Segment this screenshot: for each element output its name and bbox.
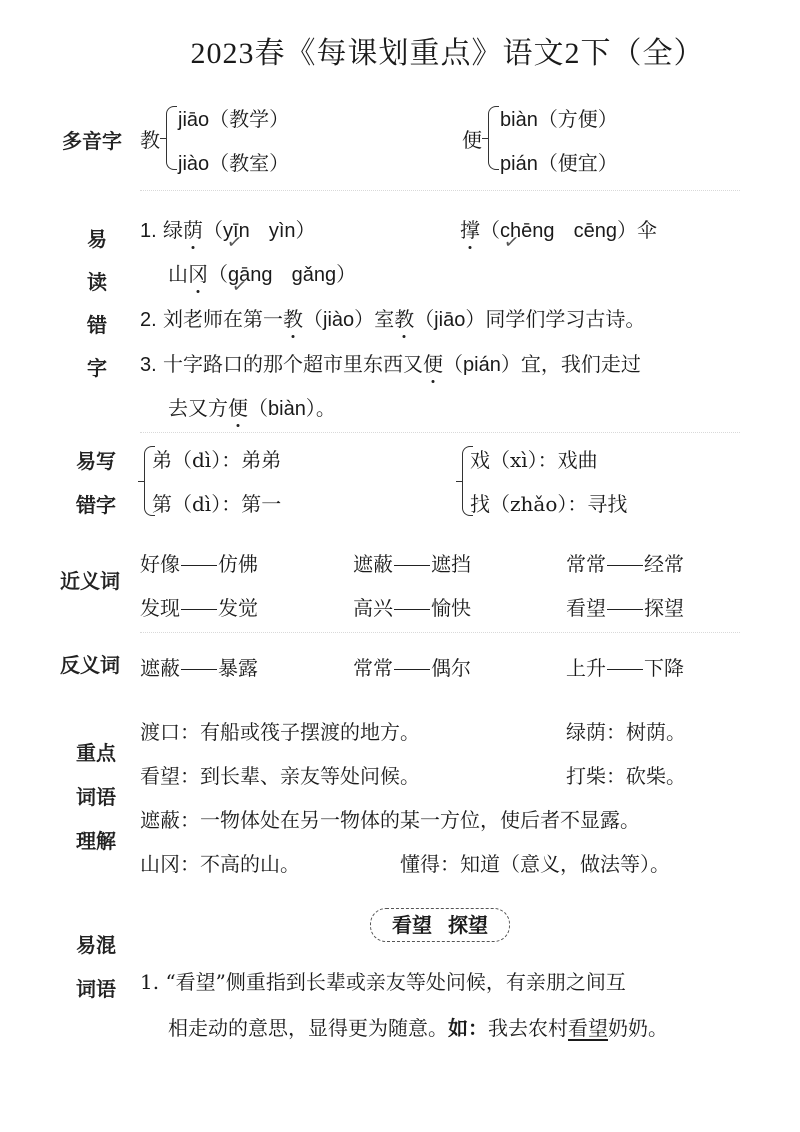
- section-label-miswritten: 易写 错字: [76, 449, 116, 517]
- misread-item-3-cont: 去又方便（biàn）。: [168, 392, 336, 421]
- key-word-def: 绿荫：树荫。: [566, 720, 686, 744]
- key-word-def: 渡口：有船或筏子摆渡的地方。: [140, 720, 420, 744]
- page-title: 2023春《每课划重点》语文2下（全）: [190, 37, 705, 70]
- confusing-words-badge: 看望 探望: [370, 908, 510, 942]
- section-label-synonyms: 近义词: [60, 569, 120, 593]
- poly-char-jiao: 教: [140, 128, 160, 152]
- synonym-pair: 好像 仿佛: [140, 552, 258, 576]
- misread-item-1: 1. 绿荫（yīn ✓ yìn）: [140, 214, 316, 243]
- miswritten-line: 弟（dì）：弟弟: [152, 448, 282, 472]
- miswritten-line: 戏（xì）：戏曲: [470, 448, 598, 472]
- confusing-item-1-cont: 相走动的意思，显得更为随意。如：我去农村看望奶奶。: [168, 1016, 668, 1040]
- key-word-def: 打柴：砍柴。: [566, 764, 686, 788]
- section-label-key-words: 重点 词语 理解: [76, 741, 116, 853]
- section-label-antonyms: 反义词: [60, 653, 120, 677]
- misread-item-3: 3. 十字路口的那个超市里东西又便（pián）宜，我们走过: [140, 348, 641, 377]
- miswritten-line: 找（zhǎo）：寻找: [470, 492, 628, 516]
- key-word-def: 懂得：知道（意义，做法等）。: [400, 852, 670, 876]
- poly-reading: jiào（教室）: [178, 151, 290, 175]
- miswritten-line: 第（dì）：第一: [152, 492, 282, 516]
- poly-reading: biàn（方便）: [500, 107, 618, 131]
- misread-item-1c: 山冈（gāng ✓ gǎng）: [168, 258, 356, 287]
- brace: [166, 106, 177, 170]
- confusing-item-1: 1. “看望”侧重指到长辈或亲友等处问候，有亲朋之间互: [140, 970, 626, 994]
- antonym-pair: 常常 偶尔: [353, 656, 471, 680]
- synonym-pair: 看望 探望: [566, 596, 684, 620]
- key-word-def: 看望：到长辈、亲友等处问候。: [140, 764, 420, 788]
- synonym-pair: 高兴 愉快: [353, 596, 471, 620]
- underlined-word: 看望: [568, 1016, 608, 1040]
- key-word-def: 遮蔽：一物体处在另一物体的某一方位，使后者不显露。: [140, 808, 640, 832]
- brace: [488, 106, 499, 170]
- divider: [140, 632, 740, 633]
- synonym-pair: 发现 发觉: [140, 596, 258, 620]
- poly-char-bian: 便: [462, 128, 482, 152]
- antonym-pair: 遮蔽 暴露: [140, 656, 258, 680]
- divider: [140, 190, 740, 191]
- misread-item-1b: 撑（chēng ✓ cēng）伞: [460, 214, 657, 243]
- section-label-polyphonic: 多音字: [62, 129, 122, 153]
- antonym-pair: 上升 下降: [566, 656, 684, 680]
- poly-reading: pián（便宜）: [500, 151, 618, 175]
- misread-item-2: 2. 刘老师在第一教（jiào）室教（jiāo）同学们学习古诗。: [140, 303, 645, 332]
- synonym-pair: 遮蔽 遮挡: [353, 552, 471, 576]
- example-label: 如：: [448, 1016, 488, 1040]
- section-label-misread: 易 读 错 字: [87, 227, 107, 380]
- section-label-confusing: 易混 词语: [76, 933, 116, 1001]
- key-word-def: 山冈：不高的山。: [140, 852, 300, 876]
- poly-reading: jiāo（教学）: [178, 107, 290, 131]
- synonym-pair: 常常 经常: [566, 552, 684, 576]
- divider: [140, 432, 740, 433]
